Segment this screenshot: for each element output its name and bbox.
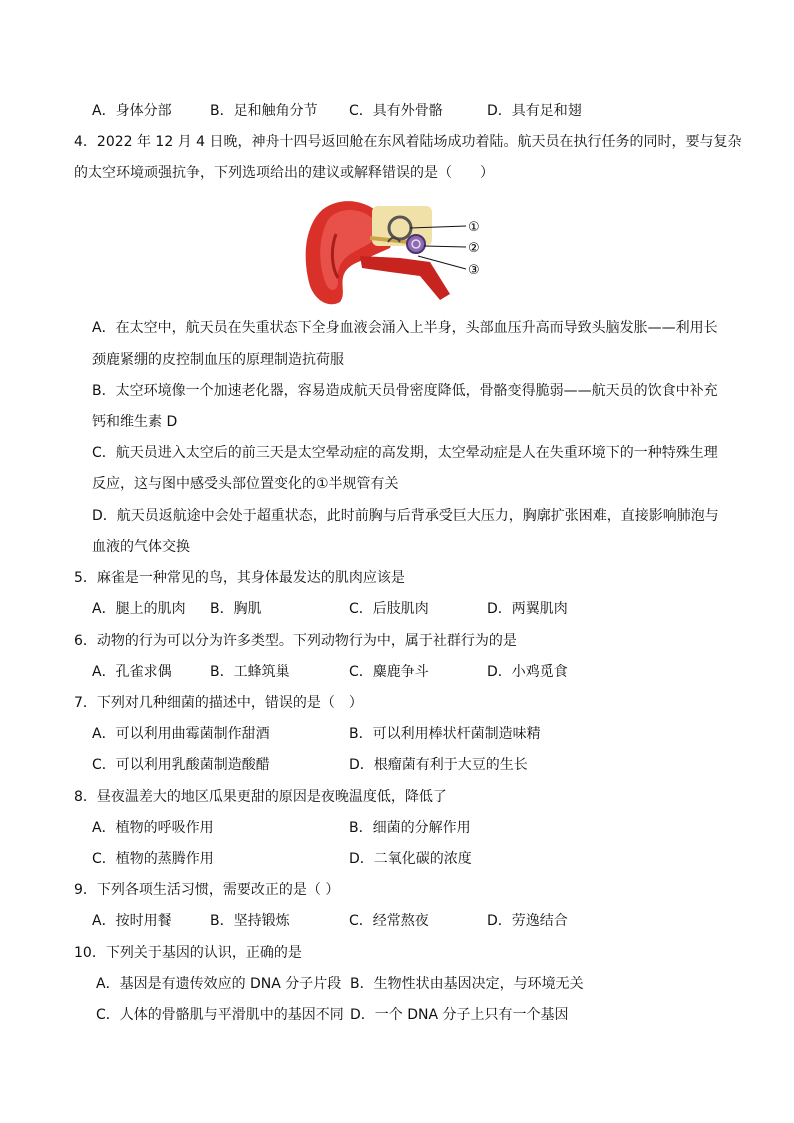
q4-option-b-line-1: B．太空环境像一个加速老化器，容易造成航天员骨密度降低，骨骼变得脆弱——航天员的饮食中补充: [92, 383, 718, 399]
figure-label-1: ①: [468, 220, 480, 235]
q10-option-d: D．一个 DNA 分子上只有一个基因: [350, 1007, 569, 1023]
q6-option-b: B．工蜂筑巢: [210, 664, 290, 680]
q3-option-d: D．具有足和翅: [487, 103, 582, 119]
q8-option-b: B．细菌的分解作用: [349, 820, 471, 836]
q4-option-a-line-2: 颈鹿紧绷的皮控制血压的原理制造抗荷服: [92, 352, 344, 368]
q9-option-b: B．坚持锻炼: [210, 913, 290, 929]
q3-option-a: A．身体分部: [92, 103, 172, 119]
q7-option-c: C．可以利用乳酸菌制造酸醋: [92, 757, 270, 773]
figure-label-2: ②: [468, 241, 480, 256]
inner-ear-structures: [370, 206, 432, 253]
q9-option-a: A．按时用餐: [92, 913, 172, 929]
q4-stem-line-2: 的太空环境顽强抗争，下列选项给出的建议或解释错误的是（ ）: [74, 165, 494, 181]
q7-option-b: B．可以利用棒状杆菌制造味精: [349, 726, 541, 742]
q9-stem: 9．下列各项生活习惯，需要改正的是（ ）: [74, 882, 340, 898]
q4-option-a-line-1: A．在太空中，航天员在失重状态下全身血液会涌入上半身，头部血压升高而导致头脑发胀——利用长: [92, 320, 718, 336]
figure-label-3: ③: [468, 263, 480, 278]
q5-option-c: C．后肢肌肉: [349, 601, 429, 617]
q4-stem-line-1: 4．2022 年 12 月 4 日晚，神舟十四号返回舱在东风着陆场成功着陆。航天员在执行任务的同时，要与复杂: [74, 134, 742, 150]
q9-option-d: D．劳逸结合: [487, 913, 568, 929]
ear-diagram: [300, 198, 490, 310]
q3-option-c: C．具有外骨骼: [349, 103, 443, 119]
q7-option-a: A．可以利用曲霉菌制作甜酒: [92, 726, 270, 742]
q10-stem: 10．下列关于基因的认识，正确的是: [74, 945, 302, 961]
q4-option-d-line-1: D．航天员返航途中会处于超重状态，此时前胸与后背承受巨大压力，胸廓扩张困难，直接影响肺泡与: [92, 508, 719, 524]
q8-stem: 8．昼夜温差大的地区瓜果更甜的原因是夜晚温度低，降低了: [74, 789, 447, 805]
q6-option-c: C．麋鹿争斗: [349, 664, 429, 680]
q6-option-d: D．小鸡觅食: [487, 664, 568, 680]
q4-option-c-line-2: 反应，这与图中感受头部位置变化的①半规管有关: [92, 476, 399, 492]
q4-option-c-line-1: C．航天员进入太空后的前三天是太空晕动症的高发期，太空晕动症是人在失重环境下的一种特殊生理: [92, 445, 718, 461]
q5-stem: 5．麻雀是一种常见的鸟，其身体最发达的肌肉应该是: [74, 570, 405, 586]
q10-option-c: C．人体的骨骼肌与平滑肌中的基因不同: [96, 1007, 344, 1023]
q7-stem: 7．下列对几种细菌的描述中，错误的是（ ）: [74, 695, 363, 711]
q9-option-c: C．经常熬夜: [349, 913, 429, 929]
q10-option-a: A．基因是有遗传效应的 DNA 分子片段: [96, 976, 342, 992]
q10-option-b: B．生物性状由基因决定，与环境无关: [350, 976, 584, 992]
q8-option-c: C．植物的蒸腾作用: [92, 851, 214, 867]
q4-option-d-line-2: 血液的气体交换: [92, 539, 190, 555]
q8-option-a: A．植物的呼吸作用: [92, 820, 214, 836]
q7-option-d: D．根瘤菌有利于大豆的生长: [349, 757, 528, 773]
q5-option-b: B．胸肌: [210, 601, 262, 617]
q4-option-b-line-2: 钙和维生素 D: [92, 414, 178, 430]
q3-option-b: B．足和触角分节: [210, 103, 318, 119]
q6-option-a: A．孔雀求偶: [92, 664, 172, 680]
q8-option-d: D．二氧化碳的浓度: [349, 851, 472, 867]
q5-option-d: D．两翼肌肉: [487, 601, 568, 617]
q5-option-a: A．腿上的肌肉: [92, 601, 186, 617]
q6-stem: 6．动物的行为可以分为许多类型。下列动物行为中，属于社群行为的是: [74, 633, 517, 649]
